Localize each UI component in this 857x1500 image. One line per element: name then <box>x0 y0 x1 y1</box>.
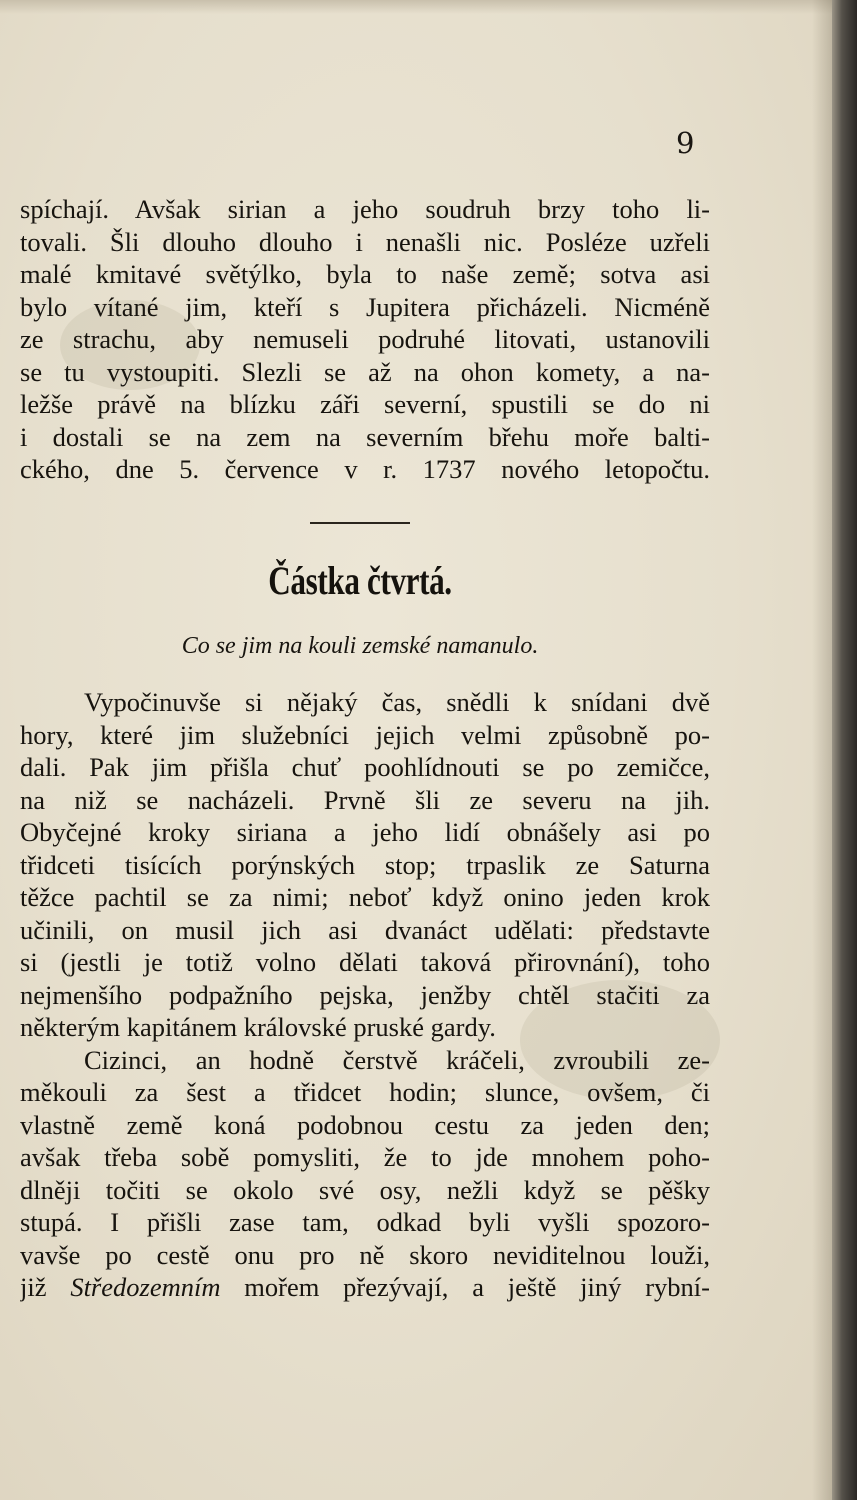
text-line: hory, které jim služebníci jejich velmi způsobně po- <box>20 719 710 750</box>
text-line: Vypočinuvše si nějaký čas, snědli k snídani dvě <box>84 687 710 717</box>
closing-paragraph <box>20 193 710 486</box>
text-line: třidceti tisících porýnských stop; trpaslik ze Saturna <box>20 849 710 880</box>
page-top-shadow <box>0 0 832 14</box>
text-line: malé kmitavé světýlko, byla to naše země; sotva asi <box>20 259 710 289</box>
italic-word: Středozemním <box>70 1272 221 1302</box>
text-line: Obyčejné kroky siriana a jeho lidí obnášely asi po <box>20 817 710 847</box>
text-line: Cizinci, an hodně čerstvě kráčeli, zvroubili ze- <box>84 1044 710 1075</box>
text-line: již Středozemním mořem přezývají, a ještě jiný rybní- <box>20 1272 710 1302</box>
text-line: si (jestli je totiž volno dělati taková přirovnání), toho <box>20 947 710 977</box>
text-line: bylo vítané jim, kteří s Jupitera přicházeli. Nicméně <box>20 291 710 322</box>
book-edge <box>832 0 857 1500</box>
text-line: ckého, dne 5. července v r. 1737 nového letopočtu. <box>20 454 710 484</box>
page-gutter-shadow <box>812 0 832 1500</box>
chapter-title: Částka čtvrtá. <box>268 558 452 603</box>
chapter-body <box>20 686 710 1304</box>
text-line: těžce pachtil se za nimi; neboť když onino jeden krok <box>20 882 710 912</box>
text-line: dlněji točiti se okolo své osy, nežli když se pěšky <box>20 1174 710 1205</box>
text-line: i dostali se na zem na severním břehu moře balti- <box>20 421 710 452</box>
chapter-subtitle: Co se jim na kouli zemské namanulo. <box>181 633 539 659</box>
text-line: vavše po cestě onu pro ně skoro neviditelnou louži, <box>20 1239 710 1270</box>
text-line: stupá. I přišli zase tam, odkad byli vyšli spozoro- <box>20 1207 710 1237</box>
text-line: ze strachu, aby nemuseli podruhé litovati, ustanovili <box>20 324 710 354</box>
page-number: 9 <box>676 126 695 160</box>
text-line: některým kapitánem královské pruské gardy. <box>20 1012 496 1042</box>
text-line: vlastně země koná podobnou cestu za jeden den; <box>20 1109 710 1140</box>
text-line: učinili, on musil jich asi dvanáct udělati: představte <box>20 914 710 945</box>
text-line: avšak třeba sobě pomysliti, že to jde mnohem poho- <box>20 1142 710 1172</box>
section-divider <box>310 522 410 524</box>
text-line: spíchají. Avšak sirian a jeho soudruh brzy toho li- <box>20 194 710 224</box>
text-line: tovali. Šli dlouho dlouho i nenašli nic. Posléze uzřeli <box>20 226 710 257</box>
text-line: na niž se nacházeli. Prvně šli ze severu na jih. <box>20 784 710 815</box>
text-line: se tu vystoupiti. Slezli se až na ohon komety, a na- <box>20 356 710 387</box>
text-line: ležše právě na blízku záři severní, spustili se do ni <box>20 389 710 419</box>
text-line: nejmenšího podpažního pejska, jenžby chtěl stačiti za <box>20 979 710 1010</box>
text-line: dali. Pak jim přišla chuť poohlídnouti se po zemičce, <box>20 752 710 782</box>
text-line: měkouli za šest a třidcet hodin; slunce, ovšem, či <box>20 1077 710 1107</box>
